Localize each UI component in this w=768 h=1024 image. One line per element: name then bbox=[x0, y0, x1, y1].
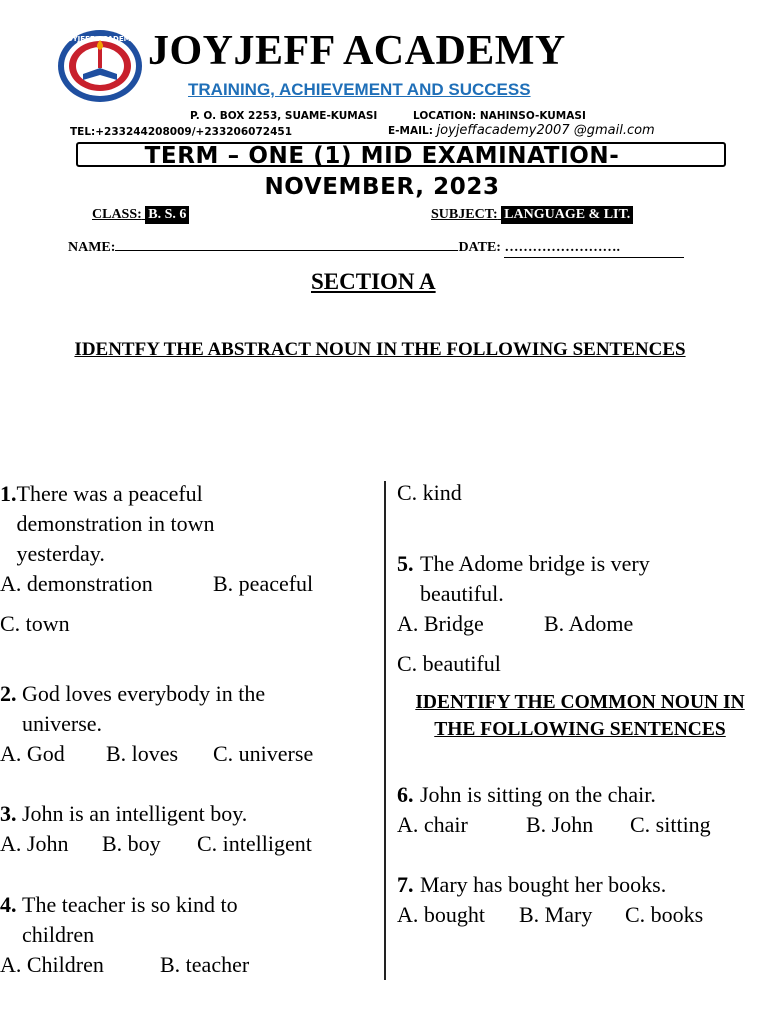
email-label: E-MAIL: bbox=[388, 125, 433, 137]
option-c[interactable]: C. beautiful bbox=[397, 651, 501, 676]
option-a[interactable]: A. bought bbox=[397, 902, 485, 927]
option-c[interactable]: C. universe bbox=[213, 741, 314, 766]
question-5 bbox=[397, 549, 707, 609]
question-number: 6. bbox=[397, 782, 414, 807]
subject-label: SUBJECT: bbox=[431, 207, 498, 222]
option-b[interactable]: B. Adome bbox=[544, 611, 634, 636]
question-3 bbox=[0, 799, 330, 829]
option-a[interactable]: A. chair bbox=[397, 812, 468, 837]
class-label: CLASS: bbox=[92, 207, 142, 222]
telephone: TEL:+233244208009/+233206072451 bbox=[70, 126, 292, 138]
option-c[interactable]: C. town bbox=[0, 611, 70, 636]
option-c[interactable]: C. intelligent bbox=[197, 831, 312, 856]
question-text: There was a peaceful demonstration in town yesterday. bbox=[16, 481, 215, 566]
question-text: Mary has bought her books. bbox=[420, 872, 667, 897]
column-divider bbox=[384, 481, 386, 980]
location: LOCATION: NAHINSO-KUMASI bbox=[413, 110, 586, 122]
class-value: B. S. 6 bbox=[145, 206, 189, 224]
date-label: DATE: bbox=[458, 240, 501, 255]
option-c[interactable]: C. books bbox=[625, 902, 704, 927]
logo-text: JOYJEFF ACADEMY bbox=[64, 35, 136, 43]
question-number: 3. bbox=[0, 801, 17, 826]
option-a[interactable]: A. demonstration bbox=[0, 571, 153, 596]
po-box: P. O. BOX 2253, SUAME-KUMASI bbox=[190, 110, 378, 122]
banner-line-1: TERM – ONE (1) MID EXAMINATION- bbox=[144, 143, 620, 169]
option-b[interactable]: B. John bbox=[526, 812, 594, 837]
question-2 bbox=[0, 679, 330, 739]
option-b[interactable]: B. boy bbox=[102, 831, 161, 856]
instruction-common-noun: IDENTIFY THE COMMON NOUN IN THE FOLLOWING SENTENCES bbox=[415, 692, 745, 740]
exam-banner-title bbox=[76, 141, 688, 203]
class-field bbox=[92, 206, 189, 224]
question-number: 4. bbox=[0, 892, 17, 917]
option-a[interactable]: A. God bbox=[0, 741, 65, 766]
option-c[interactable]: C. kind bbox=[397, 480, 462, 505]
email-line bbox=[388, 124, 655, 138]
email-address: joyjeffacademy2007 @gmail.com bbox=[436, 123, 655, 138]
banner-line-2: NOVEMBER, 2023 bbox=[264, 174, 500, 200]
question-number: 2. bbox=[0, 681, 17, 706]
question-text: The Adome bridge is very beautiful. bbox=[420, 551, 650, 606]
question-7 bbox=[397, 870, 757, 900]
option-b[interactable]: B. loves bbox=[106, 741, 179, 766]
school-motto: TRAINING, ACHIEVEMENT AND SUCCESS bbox=[188, 80, 531, 99]
question-text: God loves everybody in the universe. bbox=[22, 681, 266, 736]
name-label: NAME: bbox=[68, 240, 116, 255]
date-dots: ……………………. bbox=[504, 240, 620, 255]
school-name: JOYJEFF ACADEMY bbox=[148, 28, 566, 74]
option-b[interactable]: B. teacher bbox=[160, 952, 250, 977]
question-1 bbox=[0, 479, 270, 569]
question-number: 1. bbox=[0, 481, 17, 506]
option-a[interactable]: A. Children bbox=[0, 952, 104, 977]
subject-field bbox=[431, 206, 633, 224]
name-date-line bbox=[68, 238, 684, 258]
option-b[interactable]: B. peaceful bbox=[213, 571, 314, 596]
question-number: 7. bbox=[397, 872, 414, 897]
question-6 bbox=[397, 780, 757, 810]
option-b[interactable]: B. Mary bbox=[519, 902, 593, 927]
subject-value: LANGUAGE & LIT. bbox=[501, 206, 633, 224]
section-title: SECTION A bbox=[311, 269, 436, 294]
instruction-abstract-noun: IDENTFY THE ABSTRACT NOUN IN THE FOLLOWING SENTENCES bbox=[74, 339, 686, 360]
option-a[interactable]: A. John bbox=[0, 831, 69, 856]
option-a[interactable]: A. Bridge bbox=[397, 611, 484, 636]
date-blank[interactable] bbox=[504, 239, 684, 258]
question-4 bbox=[0, 890, 290, 950]
question-number: 5. bbox=[397, 551, 414, 576]
question-text: John is sitting on the chair. bbox=[420, 782, 656, 807]
question-text: The teacher is so kind to children bbox=[22, 892, 238, 947]
option-c[interactable]: C. sitting bbox=[630, 812, 711, 837]
question-text: John is an intelligent boy. bbox=[22, 801, 248, 826]
school-logo bbox=[55, 28, 145, 104]
name-blank[interactable] bbox=[115, 238, 458, 251]
